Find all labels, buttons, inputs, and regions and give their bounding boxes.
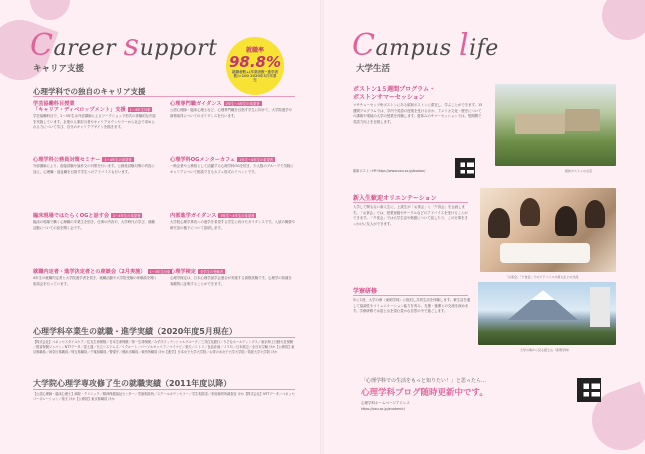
career-support-subtitle: キャリア支援 [33,64,85,74]
career-block-title: 心理専門職ガイダンス 2年生〜4年生の希望者 [170,101,260,107]
section-heading-graduate: 大学院心理学専攻修了生の就職実績（2011年度以降） [33,379,232,388]
career-block-text: 4年生の就職内定者と大学院進学者を招き、就職活動や大学院受験の体験談を聞く座談会を行っています。 [33,276,158,286]
career-block-text: 外部講師により、面接試験や論作文の対策を行います。公務員試験対策の内容に加え、心理職・福祉職を目指す学生へのアドバイスも行います。 [33,164,155,174]
boston-photo-caption: 昭和ボストンの全景 [565,169,593,173]
career-block-tag: 1〜4年生対象 [129,108,151,112]
orientation-photo [480,188,616,272]
rate-value: 98.8% [228,53,282,71]
career-block-text: 心理学検定は、日本心理学諸学会連合が実施する資格試験です。心理学の知識を客観的に証明することができます。 [170,276,292,286]
career-block-title: 就職内定者・進学決定者との座談会（2月実施） 1〜3年生対象 [33,269,171,275]
campus-life-title [352,28,499,63]
career-block-title: 心理学科OGメンターカフェ 1年生〜4年生の希望者 [170,157,274,163]
career-block-text: 臨床の現場で働く心理職の卒業生を招き、仕事の内容や、大学時代の学び、就職活動についての話を聞く会です。 [33,220,155,230]
career-block-text: 大学院心理学専攻への進学を希望する学生に向けたガイダンスです。入試の概要や研究室の様子について説明します。 [170,220,295,230]
career-block-tag: 全学生の受験者 [199,270,224,274]
orientation-title: 新入生歓迎オリエンテーション [353,195,437,202]
career-block-title: 内部進学ガイダンス 3年生〜4年生の希望者 [170,213,255,219]
section-divider [33,96,295,97]
career-block-text: 学芸協働科目で、1〜3年生は外部講師によるワークショップ形式の体験的な内容を実施しています。企業の人事担当者やキャリアカウンセラーから社会で求められる力について学び、自分のキャリアデザインを描きます。 [33,114,156,130]
rate-note: 就職者数÷(卒業者数−進学者数)×100 2020年3月卒業生 [232,70,278,82]
section-divider [33,337,295,338]
title-text: areer [53,36,124,61]
career-block-tag: 1〜3年生対象 [149,270,171,274]
career-block-title: 臨床現場ではたらくOGと話す会 2〜4年生の希望者 [33,213,141,219]
blog-banner [345,367,615,439]
career-block-tag: 3年生〜4年生の希望者 [220,214,255,218]
section-heading-career: 心理学科での独自のキャリア支援 [33,87,146,96]
title-text: ampus [375,36,459,61]
title-cap: l [458,28,470,63]
title-text: ife [469,36,499,61]
blog-qr-code[interactable] [577,378,601,402]
orientation-text: 入学して間もない新入生に、上級生が「お茶会」と「夕食会」を企画します。「お茶会」では、授業登録やサークルなどのアドバイスを受けることができます。「夕食会」では大学生活や勉強について話したり、この行事をきっかけに友人ができます。 [353,205,468,226]
decoration-petal [592,0,645,50]
banner-url[interactable]: https://swu.ac.jp/academic/ [361,407,405,411]
section-divider [33,389,295,390]
rate-label: 就職率 [245,47,264,54]
dorm-training-title: 学寮研修 [353,288,378,295]
fuji-photo-caption: 大学の寮から見る富士山（東明学林） [520,348,572,352]
career-block-title: 心理学検定 全学生の受験者 [170,269,224,275]
section-heading-employment: 心理学科卒業生の就職・進学実績（2020年度5月現在） [33,327,237,336]
career-block-tag: 1〜4年生の希望者 [104,158,132,162]
boston-program-title: ボストン1５週間プログラム・ [353,86,436,93]
section-divider [353,295,468,296]
title-text: upport [139,36,218,61]
boston-campus-photo [495,84,616,166]
career-block-tag: 1年生〜4年生の希望者 [239,158,274,162]
banner-url-label: 心理学科ホームページアドレス [361,401,410,405]
career-support-title [30,28,218,63]
campus-life-subtitle: 大学生活 [356,64,391,74]
dorm-training-text: 年に1回、大学の寮（東明学林）に宿泊し共同生活を体験します。寮生活を通して協調性やコミュニケーション能力を育み、先輩・後輩との交流を深めます。学寮研修では富士山を望む豊かな自然の中で過ごします。 [353,298,471,314]
career-block-text: 公認心理師・臨床心理士など、心理専門職を目指す学生に向けて、大学院進学や資格取得についてのガイダンスを行います。 [170,108,292,118]
career-block-text: 一般企業や公務員として活躍する心理学科OGを招き、少人数のグループで気軽にキャリアについて相談できるカフェ形式のイベントです。 [170,164,294,174]
title-cap: C [30,28,54,63]
mount-fuji-photo [478,282,616,345]
career-block-title-2: 「キャリア・ディベロップメント」支援 1〜4年生対象 [33,107,151,113]
career-block-tag: 2〜4年生の希望者 [113,214,141,218]
banner-intro: 「心理学科での生活をもっと知りたい！」と思ったら… [361,378,487,384]
employment-record-text: 【株式会社】ベネッセスタイルケア／住友生命保険／日本生命保険／第一生命保険／みずほフィナンシャルグループ／三井住友銀行／りそなホールディングス／東京海上日動火災保険／損害保険ジャパン／NTTデータ／富士通／日立システムズ／リクルート／パーソルキャリア／マイナビ／楽天／ニトリ／良品計画／ＪＴＢ／日本航空／全日本空輸 ほか【公務員】東京都職員／神奈川県職員／埼玉県職員／千葉県職員／警視庁／横浜市職員／裁判所職員 ほか【進学】日本女子大学大学院／お茶の水女子大学大学院／筑波大学大学院 ほか [33,340,295,354]
banner-headline: 心理学科ブログ随時更新中です。 [361,388,488,398]
boston-program-title-2: ボストンサマーセッション [353,94,425,101]
section-divider [353,202,468,203]
orientation-photo-caption: 「お茶会」「夕食会」でのアドバイスや新入生との交流 [505,275,579,279]
boston-program-text: マサチューセッツ州ボストンにある昭和ボストンに滞在し、学ぶことができます。15週間プログラムでは、学内で英語の授業を受けるほか、アメリカ文化・歴史についての講義や現地の大学の授業を体験します。夏休みのサマーセッションでは、短期間で英語力向上を目指します。 [353,103,483,124]
boston-qr-code[interactable] [455,158,475,178]
boston-url[interactable]: 昭和ボストンHP https://www.swu.ac.jp/boston/ [353,169,426,173]
page-gutter [320,0,324,454]
career-block-tag: 2年生〜4年生の希望者 [225,102,260,106]
employment-rate-badge [226,37,284,95]
career-block-title: 学芸協働科目授業 [33,101,75,107]
career-block-title: 心理学科公務員対策セミナー 1〜4年生の希望者 [33,157,132,163]
graduate-record-text: 【公認心理師・臨床心理士】病院・クリニック／精神保健福祉センター／児童相談所／スクールカウンセラー／学生相談室／家庭裁判所調査官 ほか【株式会社】NTTデータ／ベネッセコーポレーション／楽天 ほか【公務員】東京都職員 ほか [33,392,295,401]
title-cap: s [123,28,140,63]
title-cap: C [352,28,376,63]
